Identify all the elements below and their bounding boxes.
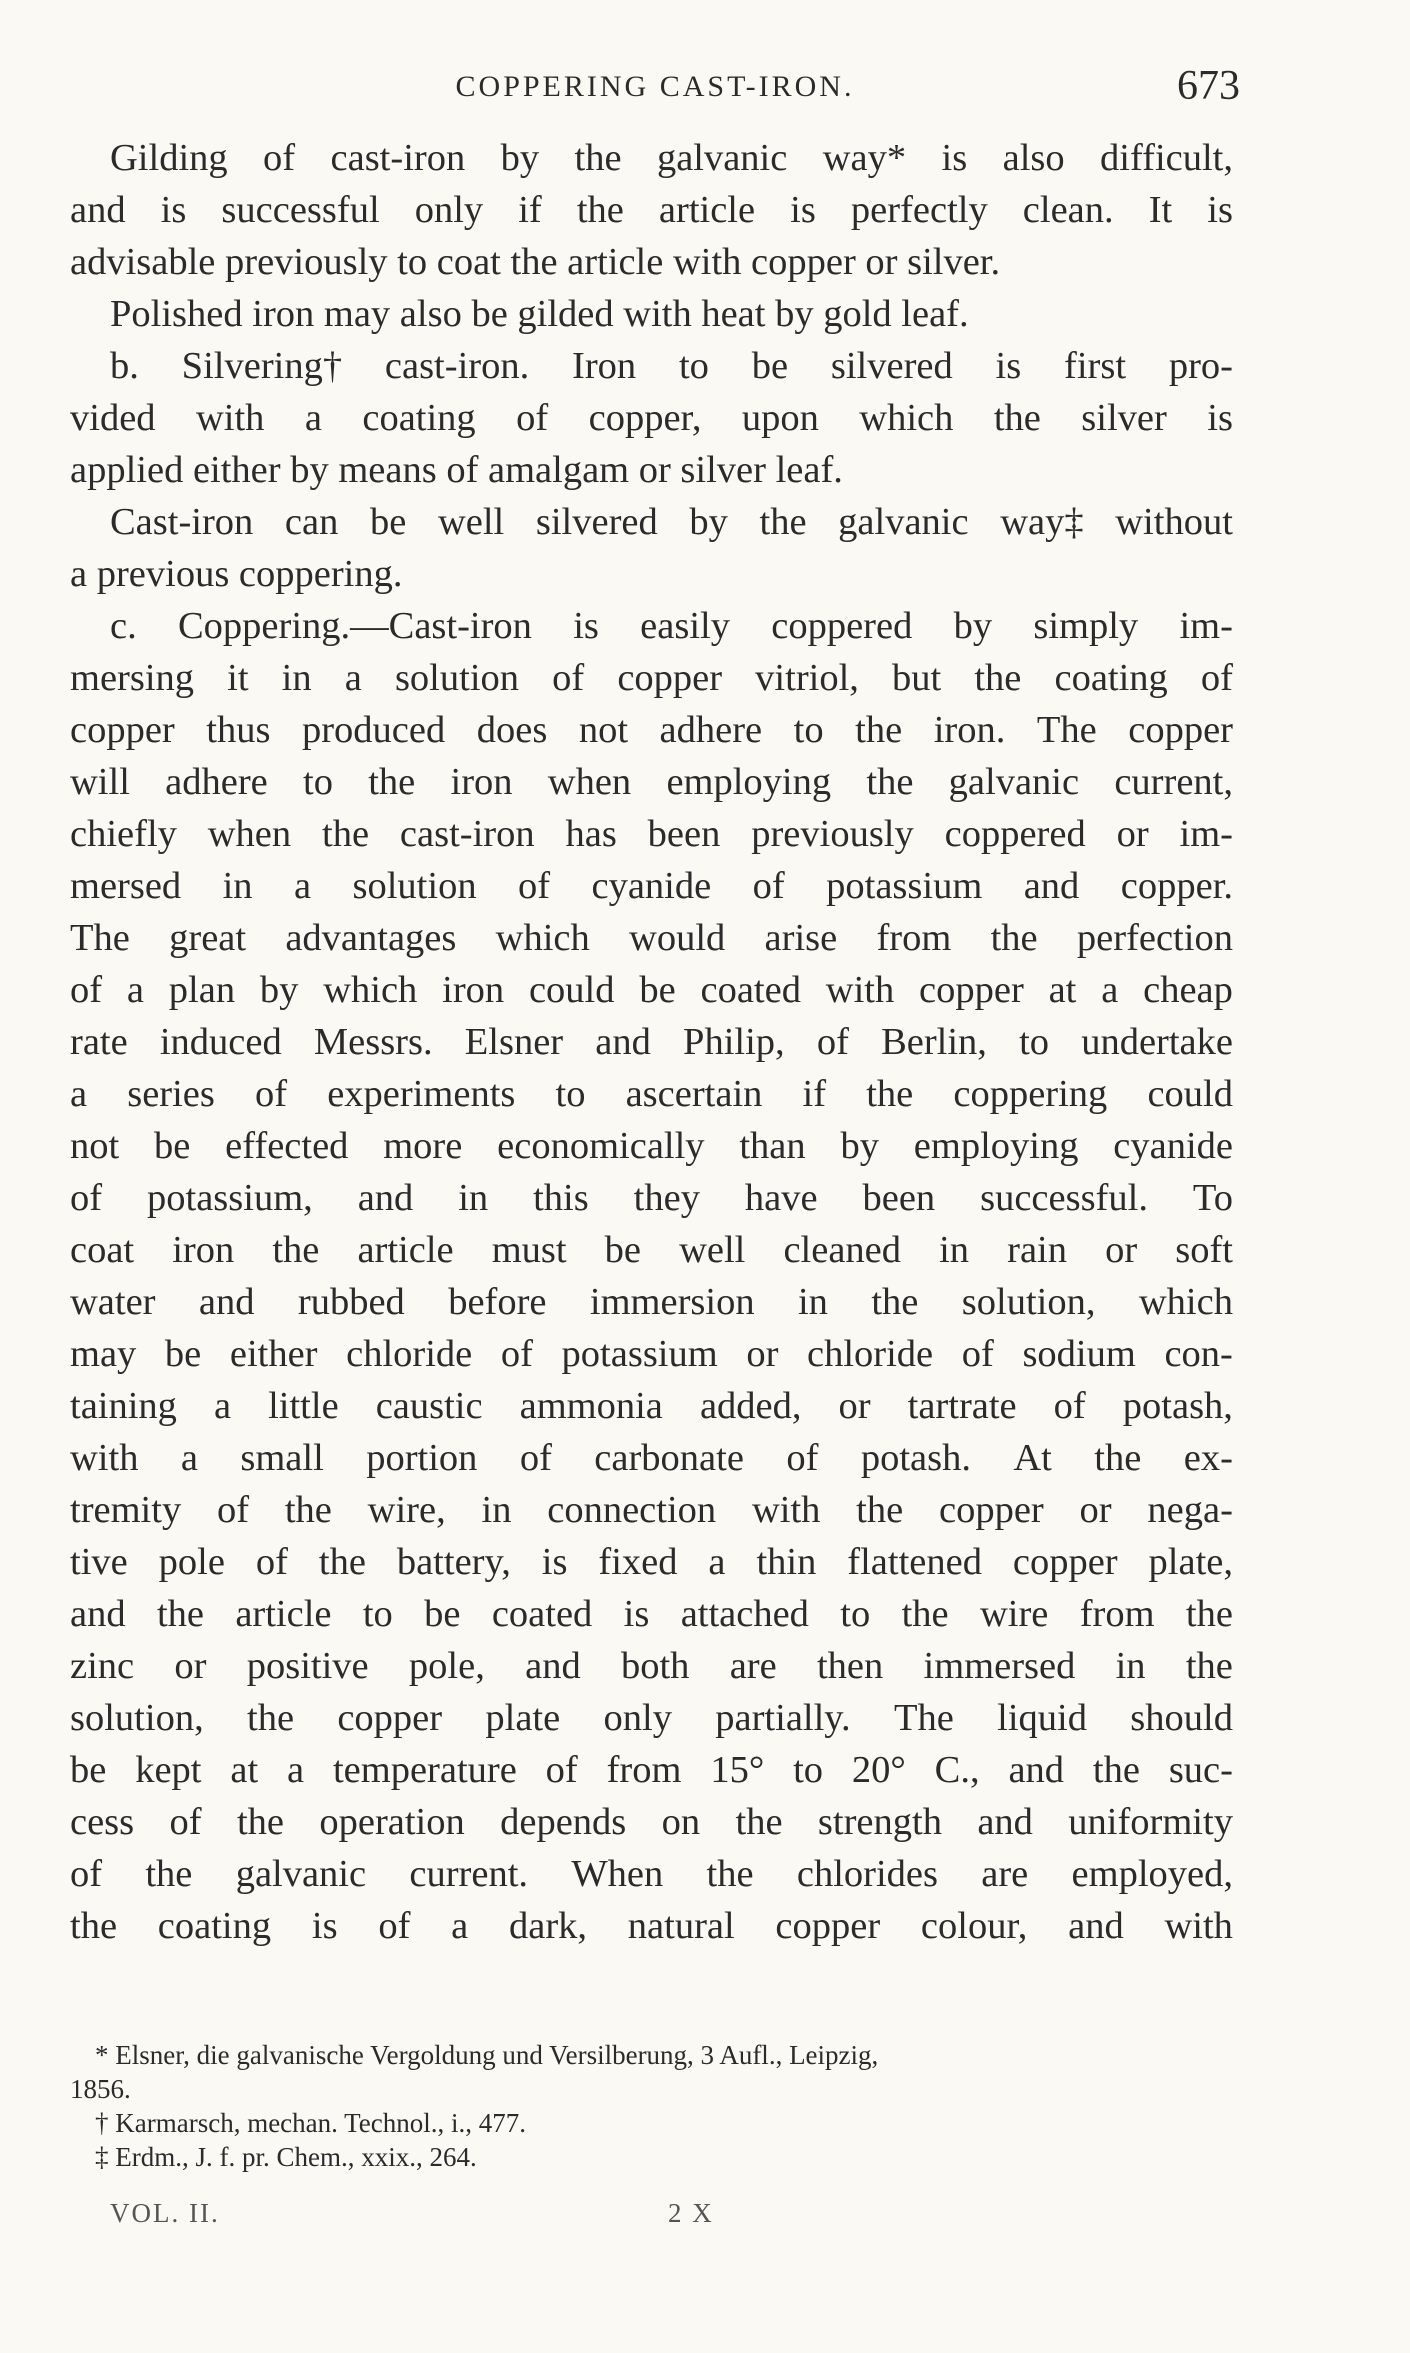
footnote-line: 1856. — [70, 2074, 131, 2104]
text-line: rate induced Messrs. Elsner and Philip, of Berlin, to undertake — [70, 1021, 1233, 1063]
text-line: with a small portion of carbonate of potash. At the ex- — [70, 1437, 1233, 1479]
text-line: the coating is of a dark, natural copper colour, and with — [70, 1905, 1233, 1947]
text-line: coat iron the article must be well cleaned in rain or soft — [70, 1229, 1233, 1271]
text-line: chiefly when the cast-iron has been previously coppered or im- — [70, 813, 1233, 855]
text-line: be kept at a temperature of from 15° to 20° C., and the suc- — [70, 1749, 1233, 1791]
footnote-line: ‡ Erdm., J. f. pr. Chem., xxix., 264. — [95, 2142, 477, 2172]
text-line: The great advantages which would arise from the perfection — [70, 917, 1233, 959]
text-line: of the galvanic current. When the chlorides are employed, — [70, 1853, 1233, 1895]
body-text — [70, 132, 1233, 1952]
text-line: of potassium, and in this they have been successful. To — [70, 1177, 1233, 1219]
text-line: mersing it in a solution of copper vitriol, but the coating of — [70, 657, 1233, 699]
text-line: vided with a coating of copper, upon which the silver is — [70, 397, 1233, 439]
text-line: not be effected more economically than by employing cyanide — [70, 1125, 1233, 1167]
text-line: advisable previously to coat the article with copper or silver. — [70, 241, 1001, 283]
footnotes — [70, 2038, 1233, 2174]
text-line: of a plan by which iron could be coated with copper at a cheap — [70, 969, 1233, 1011]
text-line: zinc or positive pole, and both are then immersed in the — [70, 1645, 1233, 1687]
text-line: mersed in a solution of cyanide of potassium and copper. — [70, 865, 1233, 907]
text-line: solution, the copper plate only partially. The liquid should — [70, 1697, 1233, 1739]
text-line: a previous coppering. — [70, 553, 403, 595]
signature-line — [110, 2198, 810, 2238]
footnote-line: * Elsner, die galvanische Vergoldung und Versilberung, 3 Aufl., Leipzig, — [95, 2040, 879, 2070]
running-head — [70, 62, 1240, 122]
text-line: Cast-iron can be well silvered by the galvanic way‡ without — [110, 501, 1233, 543]
text-line: applied either by means of amalgam or silver leaf. — [70, 449, 843, 491]
text-line: will adhere to the iron when employing the galvanic current, — [70, 761, 1233, 803]
text-line: and the article to be coated is attached to the wire from the — [70, 1593, 1233, 1635]
text-line: Polished iron may also be gilded with heat by gold leaf. — [110, 293, 969, 335]
text-line: tive pole of the battery, is fixed a thin flattened copper plate, — [70, 1541, 1233, 1583]
text-line: copper thus produced does not adhere to the iron. The copper — [70, 709, 1233, 751]
text-line: a series of experiments to ascertain if the coppering could — [70, 1073, 1233, 1115]
text-line: Gilding of cast-iron by the galvanic way* is also difficult, — [110, 137, 1233, 179]
text-line: and is successful only if the article is perfectly clean. It is — [70, 189, 1233, 231]
footnote-line: † Karmarsch, mechan. Technol., i., 477. — [95, 2108, 526, 2138]
text-line: b. Silvering† cast-iron. Iron to be silvered is first pro- — [110, 345, 1233, 387]
page-number: 673 — [1177, 63, 1240, 109]
text-line: water and rubbed before immersion in the solution, which — [70, 1281, 1233, 1323]
running-title: COPPERING CAST-IRON. — [455, 70, 855, 103]
text-line: tremity of the wire, in connection with the copper or nega- — [70, 1489, 1233, 1531]
text-line: cess of the operation depends on the strength and uniformity — [70, 1801, 1233, 1843]
signature-mark: 2 X — [668, 2198, 714, 2228]
text-line: taining a little caustic ammonia added, or tartrate of potash, — [70, 1385, 1233, 1427]
volume-mark: VOL. II. — [110, 2198, 220, 2228]
text-line: c. Coppering.—Cast-iron is easily coppered by simply im- — [110, 605, 1233, 647]
text-line: may be either chloride of potassium or chloride of sodium con- — [70, 1333, 1233, 1375]
